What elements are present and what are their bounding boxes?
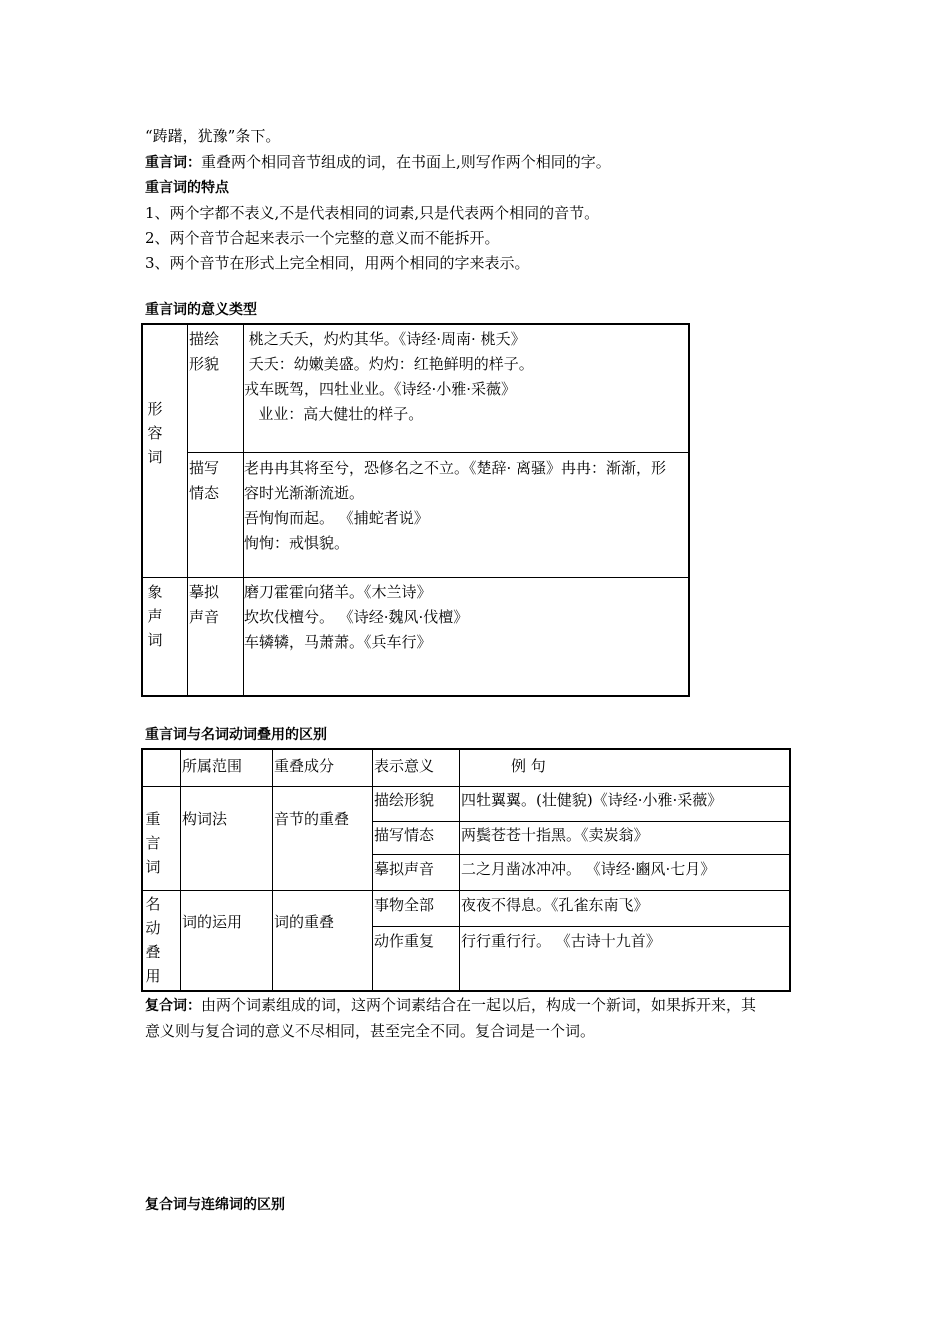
difference-table: [141, 748, 791, 992]
scope-reduplicated: 构词法: [182, 810, 228, 828]
example-row: 二之月凿冰冲冲。 《诗经·豳风·七月》: [461, 860, 716, 878]
header-scope: 所属范围: [182, 757, 243, 775]
sub-imitate-sound: 摹拟 声音: [189, 583, 220, 626]
final-heading: 复合词与连绵词的区别: [145, 1197, 285, 1213]
definition-compound: [145, 995, 756, 1016]
component-reduplicated: 音节的重叠: [274, 810, 350, 828]
sub-describe-manner: 描写 情态: [189, 459, 220, 502]
example-row: 行行重行行。 《古诗十九首》: [461, 932, 661, 950]
definition-text: 由两个词素组成的词，这两个词素结合在一起以后，构成一个新词，如果拆开来，其: [201, 996, 757, 1014]
definition-text: 重叠两个相同音节组成的词，在书面上,则写作两个相同的字。: [201, 153, 611, 171]
examples-manner: 老冉冉其将至兮，恐修名之不立。《楚辞· 离骚》冉冉：渐渐，形 容时光渐渐流逝。 吾恂恂而起。 《捕蛇者说》 恂恂：戒惧貌。: [244, 459, 667, 552]
meaning-types-heading: 重言词的意义类型: [145, 302, 257, 318]
definition-reduplicated: [145, 152, 611, 173]
meaning-types-table: [141, 323, 690, 697]
feature-item: 2、两个音节合起来表示一个完整的意义而不能拆开。: [145, 229, 500, 247]
difference-heading: 重言词与名词动词叠用的区别: [145, 727, 327, 743]
meaning-row: 事物全部: [374, 896, 435, 914]
feature-item: 1、两个字都不表义,不是代表相同的词素,只是代表两个相同的音节。: [145, 204, 600, 222]
definition-label: 重言词：: [145, 155, 201, 171]
meaning-row: 动作重复: [374, 932, 435, 950]
example-row: 四牡翼翼。(壮健貌)《诗经·小雅·采薇》: [461, 791, 723, 809]
meaning-row: 摹拟声音: [374, 860, 435, 878]
meaning-row: 描写情态: [374, 826, 435, 844]
examples-sound: 磨刀霍霍向猪羊。《木兰诗》 坎坎伐檀兮。 《诗经·魏风·伐檀》 车辚辚，马萧萧。《兵车行》: [244, 583, 469, 651]
header-component: 重叠成分: [274, 757, 335, 775]
category-onomatopoeia: 象 声 词: [147, 583, 163, 649]
component-noun-verb: 词的重叠: [274, 913, 335, 931]
definition-compound-cont: 意义则与复合词的意义不尽相同，甚至完全不同。复合词是一个词。: [145, 1022, 596, 1040]
features-heading: 重言词的特点: [145, 180, 229, 196]
definition-label: 复合词：: [145, 998, 201, 1014]
meaning-row: 描绘形貌: [374, 791, 435, 809]
category-adjective: 形 容 词: [147, 400, 163, 466]
feature-item: 3、两个音节在形式上完全相同，用两个相同的字来表示。: [145, 254, 530, 272]
group-reduplicated: 重 言 词: [145, 810, 161, 876]
header-meaning: 表示意义: [374, 757, 435, 775]
scope-noun-verb: 词的运用: [182, 913, 243, 931]
intro-line: “踌躇，犹豫”条下。: [145, 127, 281, 145]
examples-appearance: 桃之夭夭，灼灼其华。《诗经·周南· 桃夭》 夭夭：幼嫩美盛。灼灼：红艳鲜明的样子。 戎车既驾，四牡业业。《诗经·小雅·采薇》 业业：高大健壮的样子。: [244, 330, 534, 423]
group-noun-verb: 名 动 叠 用: [145, 895, 161, 985]
example-row: 两鬓苍苍十指黑。《卖炭翁》: [461, 826, 649, 844]
sub-describe-appearance: 描绘 形貌: [189, 330, 220, 373]
header-example: 例 句: [511, 757, 546, 775]
example-row: 夜夜不得息。《孔雀东南飞》: [461, 896, 649, 914]
